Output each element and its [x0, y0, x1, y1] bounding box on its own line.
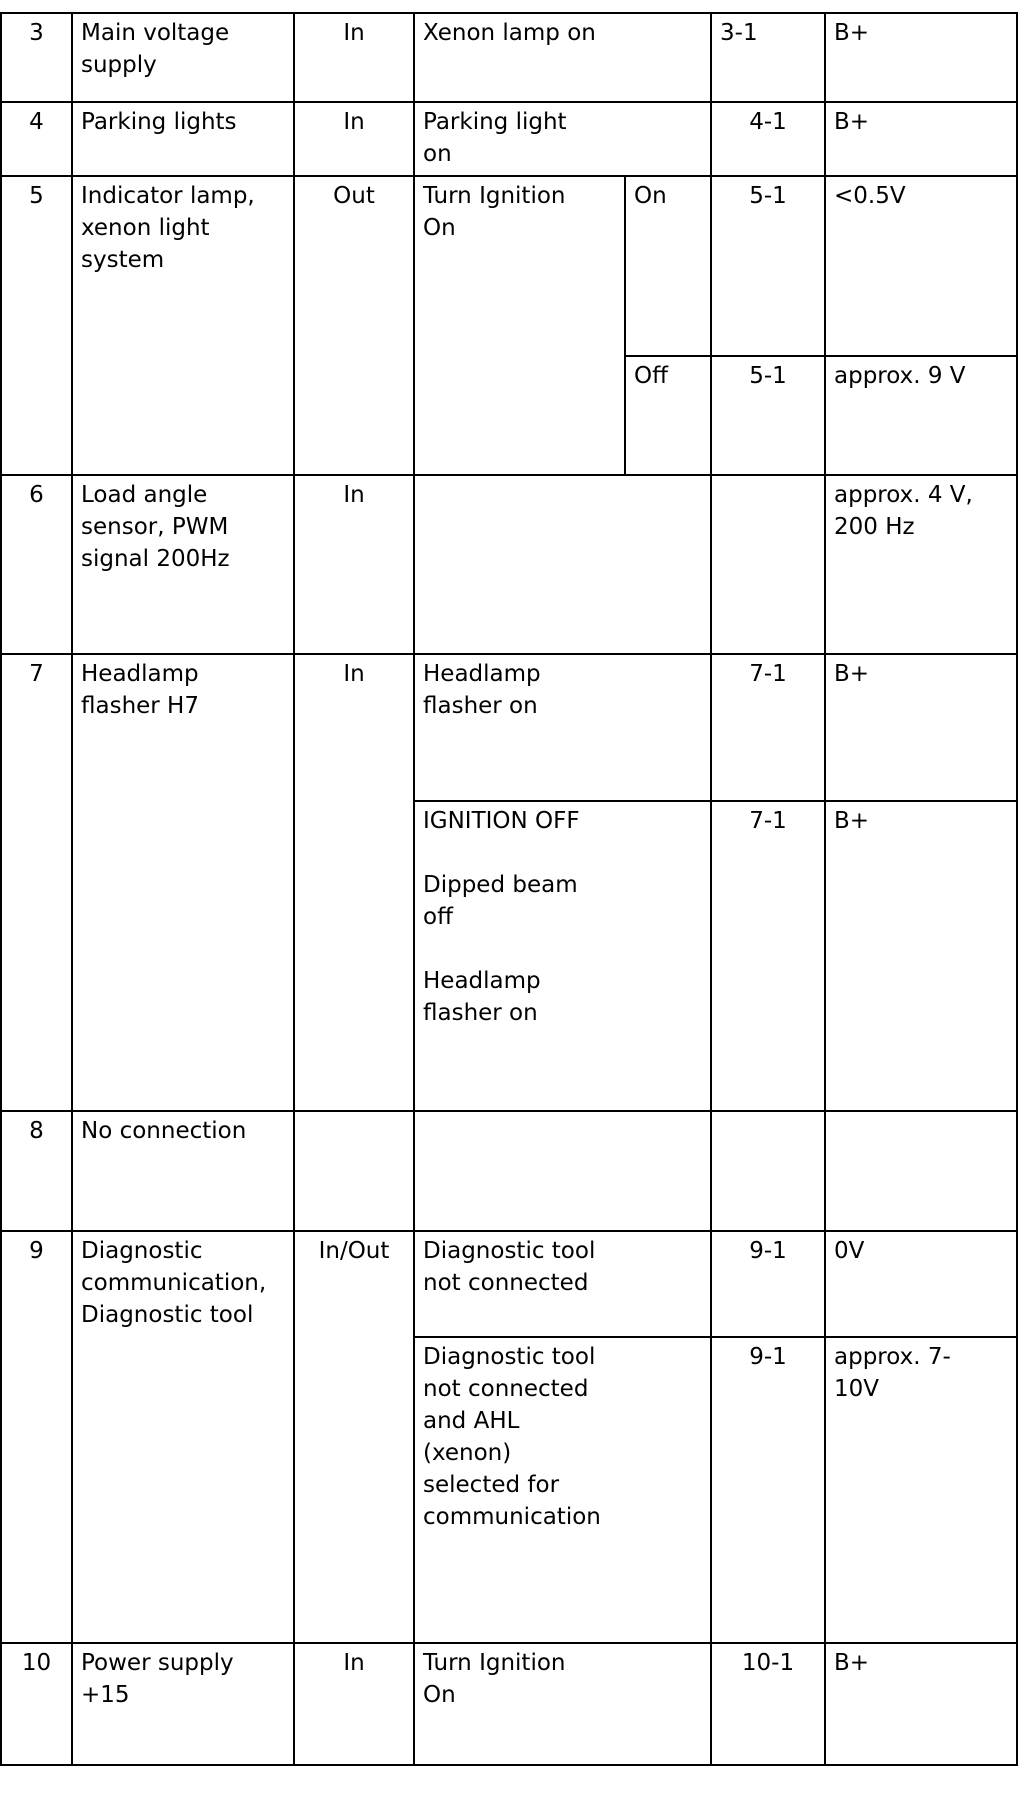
test-condition	[414, 475, 711, 654]
nominal-value: 0V	[825, 1231, 1017, 1337]
nominal-value: approx. 4 V, 200 Hz	[825, 475, 1017, 654]
nominal-value: approx. 7- 10V	[825, 1337, 1017, 1643]
test-condition: Diagnostic tool not connected	[414, 1231, 711, 1337]
pin-description: Headlamp flasher H7	[72, 654, 294, 1111]
pin-number: 5	[1, 176, 72, 475]
pin-number: 10	[1, 1643, 72, 1765]
pin-number: 6	[1, 475, 72, 654]
test-condition	[414, 1111, 711, 1231]
nominal-value	[825, 1111, 1017, 1231]
pin-number: 3	[1, 13, 72, 102]
table-row	[1, 1231, 1017, 1337]
pin-description: Power supply +15	[72, 1643, 294, 1765]
nominal-value: B+	[825, 1643, 1017, 1765]
table-row	[1, 102, 1017, 176]
measure-between: 4-1	[711, 102, 825, 176]
measure-between: 9-1	[711, 1231, 825, 1337]
table-row	[1, 654, 1017, 801]
nominal-value: B+	[825, 13, 1017, 102]
nominal-value: approx. 9 V	[825, 356, 1017, 475]
signal-direction: In	[294, 102, 414, 176]
test-condition: Xenon lamp on	[414, 13, 711, 102]
measure-between: 3-1	[711, 13, 825, 102]
test-condition: Diagnostic tool not connected and AHL (xenon) selected for communication	[414, 1337, 711, 1643]
pin-description: No connection	[72, 1111, 294, 1231]
pin-description: Parking lights	[72, 102, 294, 176]
pin-number: 8	[1, 1111, 72, 1231]
pin-description: Load angle sensor, PWM signal 200Hz	[72, 475, 294, 654]
measure-between: 10-1	[711, 1643, 825, 1765]
switch-state: Off	[625, 356, 711, 475]
signal-direction: Out	[294, 176, 414, 475]
measure-between	[711, 475, 825, 654]
test-condition: IGNITION OFF Dipped beam off Headlamp flasher on	[414, 801, 711, 1111]
signal-direction: In	[294, 13, 414, 102]
pin-number: 7	[1, 654, 72, 1111]
table-row	[1, 1643, 1017, 1765]
signal-direction: In	[294, 1643, 414, 1765]
signal-direction: In	[294, 654, 414, 1111]
nominal-value: B+	[825, 654, 1017, 801]
table-row	[1, 1111, 1017, 1231]
nominal-value: <0.5V	[825, 176, 1017, 356]
pin-description: Diagnostic communication, Diagnostic tool	[72, 1231, 294, 1643]
measure-between: 7-1	[711, 654, 825, 801]
measure-between	[711, 1111, 825, 1231]
signal-direction: In	[294, 475, 414, 654]
test-condition: Turn Ignition On	[414, 1643, 711, 1765]
pin-description: Indicator lamp, xenon light system	[72, 176, 294, 475]
measure-between: 5-1	[711, 356, 825, 475]
table-row	[1, 475, 1017, 654]
table-row	[1, 13, 1017, 102]
pin-assignment-table	[0, 12, 1018, 1766]
signal-direction: In/Out	[294, 1231, 414, 1643]
measure-between: 7-1	[711, 801, 825, 1111]
pin-number: 9	[1, 1231, 72, 1643]
pin-number: 4	[1, 102, 72, 176]
nominal-value: B+	[825, 801, 1017, 1111]
test-condition: Parking light on	[414, 102, 711, 176]
table-row	[1, 176, 1017, 356]
measure-between: 5-1	[711, 176, 825, 356]
nominal-value: B+	[825, 102, 1017, 176]
switch-state: On	[625, 176, 711, 356]
test-condition: Turn Ignition On	[414, 176, 625, 475]
signal-direction	[294, 1111, 414, 1231]
measure-between: 9-1	[711, 1337, 825, 1643]
test-condition: Headlamp flasher on	[414, 654, 711, 801]
pin-description: Main voltage supply	[72, 13, 294, 102]
